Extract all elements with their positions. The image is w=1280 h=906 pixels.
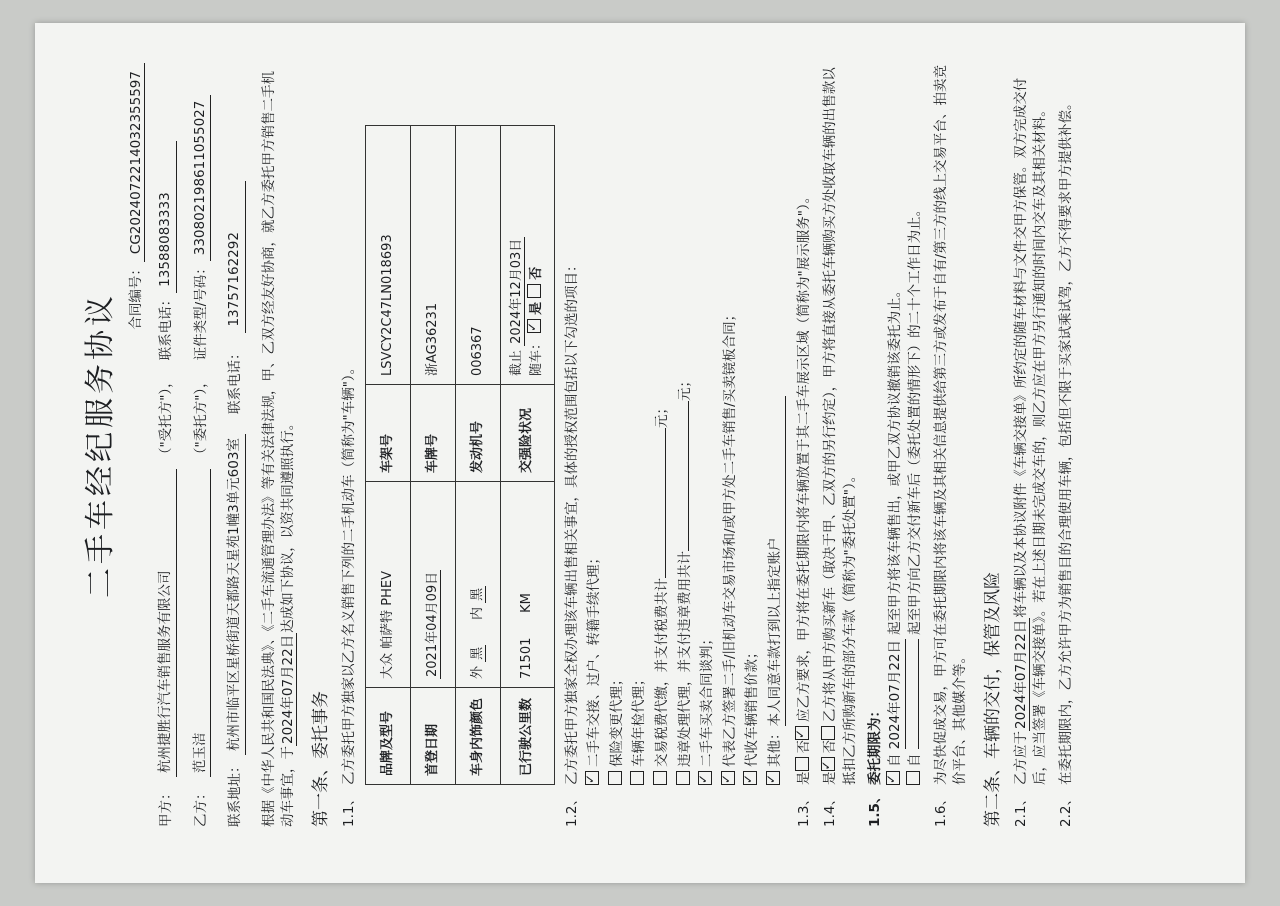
- authorization-option-checkbox[interactable]: [698, 771, 712, 785]
- vehicle-table: [365, 125, 555, 785]
- clause-text-post: 将车辆以及本协议附件《车辆交接单》所约定的随车材料与文件交甲方保管。双方完成交付后，应当签署《车辆交接单》。若在上述日期未完成交车的，则乙方应在甲方另行通知的时间内交车及其相关材料。: [1012, 77, 1049, 785]
- section-2-title: 第二条、车辆的交付，保管及风险: [982, 572, 1003, 827]
- insurance-yes-label: 是: [528, 301, 544, 315]
- clause-text: 乙方委托甲方独家全权办理该车辆出售相关事宜，具体的授权范围包括以下勾选的项目：: [563, 258, 580, 785]
- plate-value: 浙AG36231: [411, 126, 456, 385]
- color-out-value: 黑: [469, 646, 485, 660]
- party-a-phone: 13588083333: [156, 141, 177, 293]
- party-b-name: 范玉洁: [191, 469, 212, 777]
- amount-unit: 元；: [654, 401, 671, 428]
- party-a-name: 杭州捷胜行汽车销售服务有限公司: [156, 469, 177, 777]
- authorization-option-label: 车辆年检代理；: [631, 672, 648, 767]
- other-text: 本人同意车款打到以上指定账户: [766, 397, 787, 727]
- clause-text: 乙方将从甲方购买新车（取决于甲、乙双方的另行约定），甲方将直接从委托车辆购买方处收取车辆的出售款以抵扣乙方所购新车的部分车款（简称为"委托处置"）。: [821, 67, 858, 785]
- term-2-prefix: 自: [907, 753, 924, 767]
- party-b-row: [191, 63, 212, 827]
- table-row: [501, 126, 555, 785]
- amount-blank[interactable]: [665, 428, 666, 578]
- clause-number: 1.6、: [932, 792, 949, 827]
- delivery-date: 2024年07月22日: [1012, 619, 1029, 729]
- insurance-follow-label: 随车：: [528, 337, 544, 377]
- clause-number: 1.1、: [340, 792, 357, 827]
- authorization-option-label: 代收车辆销售价款；: [744, 645, 761, 767]
- engine-header: 发动机号: [456, 385, 501, 482]
- authorization-option: [676, 63, 696, 785]
- authorization-option: [608, 63, 628, 785]
- clause-number: 1.3、: [796, 792, 813, 827]
- clause-1-2: [563, 63, 790, 827]
- authorization-option: [698, 63, 718, 785]
- clause-1-4-no-checkbox[interactable]: [821, 726, 835, 740]
- term-2-text: 起至甲方向乙方交付新车后（委托处置的情形下）的二十个工作日为止。: [907, 202, 924, 635]
- contract-number-label: 合同编号：: [127, 262, 144, 330]
- no-label: 否: [796, 740, 813, 754]
- clause-body: [1012, 63, 1051, 785]
- preamble-date: 2024年07月22日: [280, 634, 297, 744]
- clause-2-1: [1012, 63, 1051, 827]
- party-b-label: 乙方：: [192, 786, 209, 827]
- address-label: 联系地址：: [227, 759, 244, 827]
- authorization-option-checkbox[interactable]: [721, 771, 735, 785]
- authorization-option-label: 其他：: [766, 726, 783, 767]
- reg-date-header: 首登日期: [411, 688, 456, 785]
- clause-number: 2.1、: [1012, 792, 1029, 827]
- clause-number: 1.5、: [867, 789, 884, 827]
- yes-label: 是: [796, 771, 813, 785]
- authorization-option: [585, 63, 605, 785]
- term-1-text: 起至甲方将该车辆售出，或甲乙双方协议撤销该委托为止。: [886, 283, 903, 635]
- insurance-value: [501, 126, 555, 385]
- party-a-label: 甲方：: [158, 786, 175, 827]
- clause-number: 2.2、: [1057, 792, 1074, 827]
- brand-header: 品牌及型号: [366, 688, 411, 785]
- section-1-title: 第一条、委托事务: [310, 691, 331, 827]
- clause-body: [795, 63, 815, 785]
- authorization-option-label: 保险变更代理；: [608, 672, 625, 767]
- term-line-1: [886, 63, 907, 785]
- clause-1-4: [821, 63, 860, 827]
- table-row: [366, 126, 411, 785]
- contract-number-value: CG20240722140323555​97: [128, 63, 145, 262]
- authorization-option-label: 代表乙方签署二手/旧机动车交易市场和/或甲方处二手车销售/买卖镜板合同；: [721, 307, 738, 767]
- clause-1-3-no-checkbox[interactable]: [795, 726, 809, 740]
- clause-1-3-yes-checkbox[interactable]: [795, 758, 809, 772]
- insurance-header: 交强险状况: [501, 385, 555, 482]
- preamble: [260, 63, 299, 827]
- amount-blank[interactable]: [688, 401, 689, 551]
- clause-number: 1.2、: [563, 792, 580, 827]
- authorization-option-label: 二手车交接、过户、转籍手续代理；: [586, 551, 603, 767]
- mileage-header: 已行驶公里数: [501, 688, 555, 785]
- contract-number: [127, 63, 147, 827]
- authorization-option-checkbox[interactable]: [585, 771, 599, 785]
- address-phone-label: 联系电话：: [227, 346, 244, 415]
- vin-value: LSVCY2C47LN018693: [366, 126, 411, 385]
- authorization-option-label: 违章处理代理，并支付违章费用共计: [676, 551, 693, 767]
- contract-page: [35, 23, 1245, 883]
- insurance-until-date: 2024年12月03日: [509, 238, 525, 344]
- authorization-option: [721, 63, 741, 785]
- clause-body: [821, 63, 860, 785]
- brand-value: 大众 帕萨特 PHEV: [366, 482, 411, 688]
- document-title: 二手车经纪服务协议: [83, 292, 118, 598]
- term-2-checkbox[interactable]: [906, 771, 920, 785]
- mileage-unit: KM: [519, 593, 534, 613]
- preamble-text-1: 根据《中华人民共和国民法典》、《二手车流通管理办法》等有关法律法规，甲、乙双方经友好协商，就乙方委托甲方销售二手机动车事宜，于: [260, 71, 297, 827]
- color-in-value: 黑: [469, 587, 485, 601]
- clause-text: 乙方委托甲方独家以乙方名义销售下列的二手机动车（简称为"车辆"）。: [340, 360, 357, 785]
- party-b-id-label: 证件类型/号码：: [192, 261, 209, 361]
- insurance-yes-checkbox[interactable]: [527, 319, 541, 333]
- color-out-label: 外: [469, 665, 485, 679]
- vin-header: 车架号: [366, 385, 411, 482]
- color-in-label: 内: [469, 607, 485, 621]
- plate-header: 车牌号: [411, 385, 456, 482]
- term-1-checkbox[interactable]: [886, 771, 900, 785]
- mileage-value: [501, 482, 555, 688]
- clause-text: 为尽快促成交易，甲方可在委托期限内将该车辆及其相关信息提供给第三方或发布于自有/第三方的线上交易平台、拍卖竞价平台、其他媒介等。: [932, 64, 969, 785]
- clause-1-4-yes-checkbox[interactable]: [821, 758, 835, 772]
- term-line-2: [906, 63, 926, 785]
- clause-body: [563, 63, 790, 785]
- authorization-option-checkbox[interactable]: [653, 771, 667, 785]
- address-value: 杭州市临平区星桥街道天都路天星苑1幢3单元603室: [225, 434, 246, 755]
- party-b-id: 330802198611055027: [191, 95, 212, 262]
- yes-label: 是: [821, 771, 838, 785]
- clause-1-3: [795, 63, 815, 827]
- insurance-until-label: 截止: [509, 350, 525, 377]
- clause-number: 1.4、: [821, 792, 838, 827]
- party-b-role: （"委托方"），: [192, 374, 209, 461]
- authorization-option-checkbox[interactable]: [743, 771, 757, 785]
- no-label: 否: [821, 740, 838, 754]
- table-row: [411, 126, 456, 785]
- authorization-option-label: 二手车买卖合同谈判；: [699, 632, 716, 767]
- clause-text: 应乙方要求，甲方将在委托期限内将车辆放置于其二手车展示区域（简称为"展示服务"）。: [796, 189, 813, 722]
- party-a-phone-label: 联系电话：: [158, 292, 175, 361]
- clause-1-1: [340, 63, 360, 827]
- term-2-date-blank[interactable]: [918, 639, 919, 749]
- authorization-option-checkbox[interactable]: [630, 771, 644, 785]
- authorization-options: [585, 63, 786, 785]
- term-1-prefix: 自: [886, 753, 903, 767]
- clause-1-6: [932, 63, 971, 827]
- clause-body: [866, 63, 926, 785]
- authorization-option-checkbox[interactable]: [766, 771, 780, 785]
- color-header: 车身内饰颜色: [456, 688, 501, 785]
- clause-2-2: [1057, 63, 1077, 827]
- term-title: 委托期限为：: [867, 704, 884, 785]
- authorization-option: [743, 63, 763, 785]
- address-phone: 13757162292: [225, 181, 246, 333]
- authorization-option-label: 交易税费代缴，并支付税费共计: [654, 578, 671, 767]
- authorization-option-checkbox[interactable]: [608, 771, 622, 785]
- address-row: [225, 63, 246, 827]
- insurance-no-label: 否: [528, 266, 544, 280]
- table-row: [456, 126, 501, 785]
- clause-1-5: [866, 63, 926, 827]
- authorization-option: [630, 63, 650, 785]
- preamble-text-2: 达成如下协议，以资共同遵照执行。: [280, 416, 297, 633]
- amount-unit: 元；: [676, 374, 693, 401]
- clause-text-pre: 乙方应于: [1012, 731, 1029, 785]
- authorization-option-checkbox[interactable]: [676, 771, 690, 785]
- party-a-row: [156, 63, 177, 827]
- party-a-role: （"受托方"），: [158, 374, 175, 461]
- color-value: [456, 482, 501, 688]
- engine-value: 006367: [456, 126, 501, 385]
- insurance-no-checkbox[interactable]: [527, 284, 541, 298]
- authorization-option: [653, 63, 673, 785]
- authorization-option: [766, 63, 787, 785]
- reg-date-value: [411, 482, 456, 688]
- term-1-date: 2024年07月22日: [886, 639, 907, 749]
- reg-date-text: 2021年04月09日: [424, 571, 440, 677]
- mileage-number: 71501: [519, 637, 534, 679]
- clause-text: 在委托期限内，乙方允许甲方为销售目的合理使用车辆，包括但不限于买家试乘试驾，乙方不得要求甲方提供补偿。: [1057, 96, 1074, 785]
